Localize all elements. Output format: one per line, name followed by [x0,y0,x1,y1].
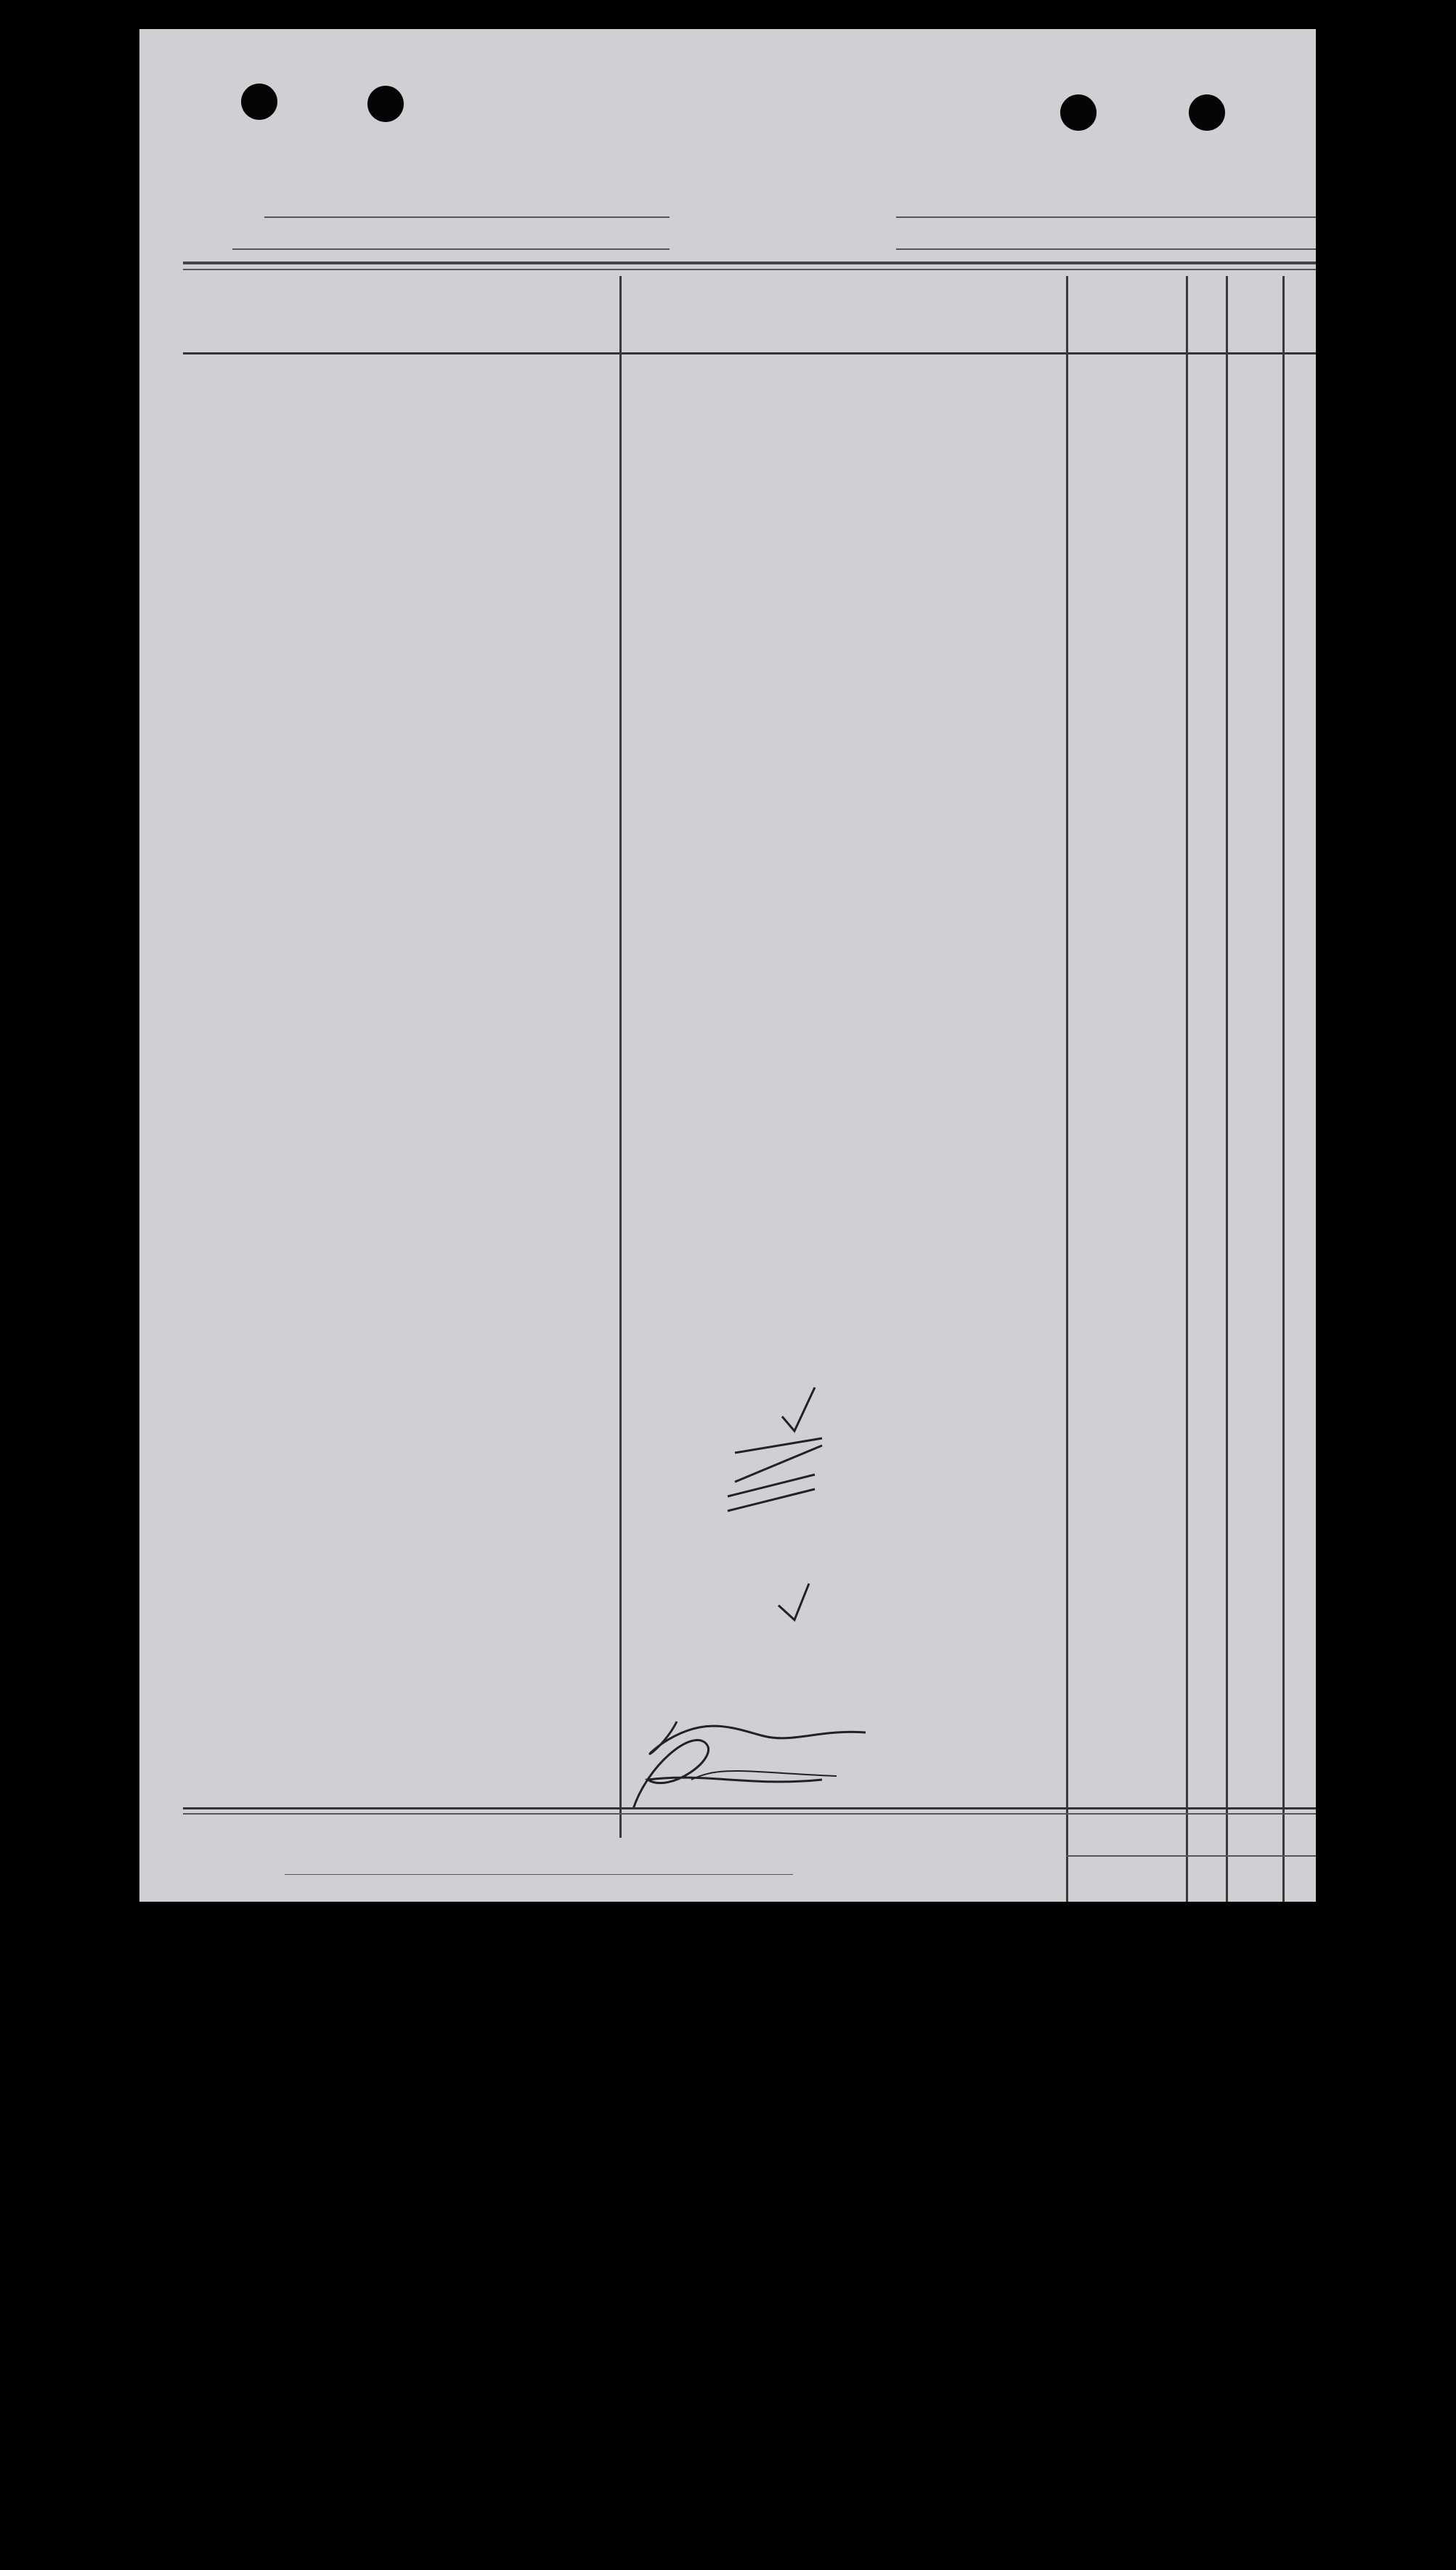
manifest-sheet [139,29,1316,1902]
inspector-signatures [198,1707,924,1816]
punch-hole [1189,94,1225,131]
punch-hole [1060,94,1097,131]
punch-hole [241,84,277,120]
punch-hole [367,86,404,122]
handwritten-checkmarks [604,1380,866,1685]
